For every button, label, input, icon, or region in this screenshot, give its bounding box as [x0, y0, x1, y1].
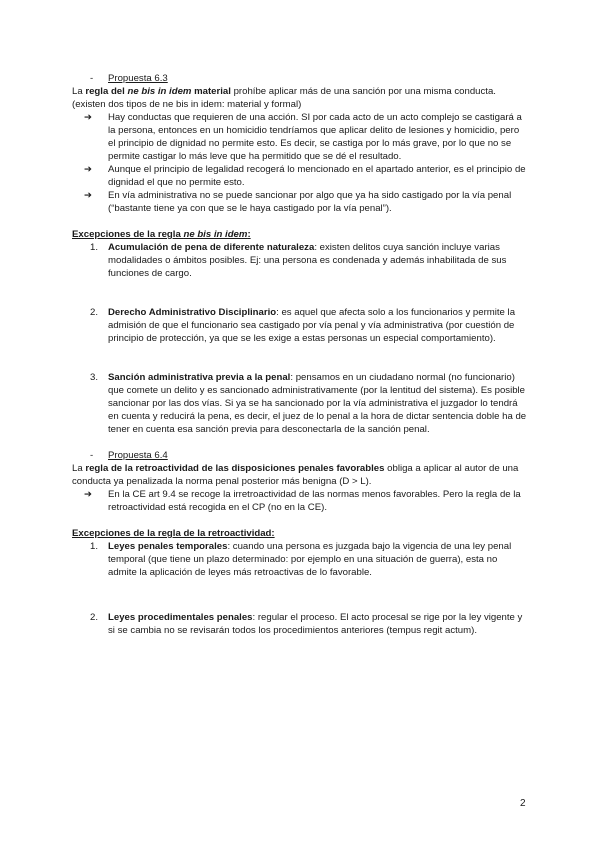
dash-marker: -	[90, 450, 94, 461]
section-heading-excepciones-retroactividad: Excepciones de la regla de la retroactividad:	[72, 528, 275, 539]
intro-paragraph-ne-bis-in-idem: La regla del ne bis in idem material prohíbe aplicar más de una sanción por una misma conducta.	[72, 86, 496, 97]
dash-marker: -	[90, 73, 94, 84]
numbered-list	[72, 540, 528, 637]
section-heading-propuesta-6-4	[72, 449, 528, 462]
arrow-icon: ➔	[84, 489, 93, 500]
arrow-icon: ➔	[84, 112, 93, 123]
intro-paragraph-retroactividad: La regla de la retroactividad de las disposiciones penales favorables obliga a aplicar al autor de una conducta ya penalizada la norma penal posterior más benigna (D > L).	[72, 463, 519, 487]
arrow-list	[72, 488, 528, 514]
arrow-icon: ➔	[84, 190, 93, 201]
arrow-icon: ➔	[84, 164, 93, 175]
arrow-list	[72, 111, 528, 215]
document-page	[72, 72, 528, 637]
list-item: 3. Sanción administrativa previa a la penal: pensamos en un ciudadano normal (no funcionario) que comete un delito y es sancionado administrativamente (por la lentitud del sistema). Es posible sancionar por las dos vías. Si ya se ha sancionado por la vía administrativa el juzgador lo tendrá en cuenta y reducirá la pena, es decir, el juez de lo penal a la hora de dictar sentencia doble ha de tener en cuenta esa sanción previa para desconectarla de la sanción penal.	[90, 372, 527, 435]
arrow-item: ➔ En vía administrativa no se puede sancionar por algo que ya ha sido castigado por la vía penal (“bastante tiene ya con que se le haya castigado por la vía penal”).	[84, 190, 512, 214]
list-item: 1. Acumulación de pena de diferente naturaleza: existen delitos cuya sanción incluye varias modalidades o ámbitos posibles. Ej: una persona es condenada y además inhabilitada de sus funciones de cargo.	[90, 242, 507, 279]
list-item: 2. Derecho Administrativo Disciplinario: es aquel que afecta solo a los funcionarios y permite la admisión de que el funcionario sea castigado por vía penal y vía administrativa (por cuestión de principio de protección, ya que se les exige a estas personas un especial comportamiento).	[90, 307, 516, 344]
arrow-item: ➔ Aunque el principio de legalidad recogerá lo mencionado en el apartado anterior, es el principio de dignidad el que no permite esto.	[84, 164, 526, 188]
numbered-list	[72, 241, 528, 436]
section-heading-excepciones-ne-bis: Excepciones de la regla ne bis in idem:	[72, 229, 251, 240]
section-heading-propuesta-6-3	[72, 72, 528, 85]
heading-text: Propuesta 6.4	[108, 450, 168, 461]
page-number: 2	[520, 798, 526, 809]
arrow-item: ➔ En la CE art 9.4 se recoge la irretroactividad de las normas menos favorables. Pero la regla de la retroactividad está recogida en el CP (no en la CE).	[84, 489, 521, 513]
list-item: 1. Leyes penales temporales: cuando una persona es juzgada bajo la vigencia de una ley penal temporal (que tiene un plazo determinado: por ejemplo en una situación de guerra), esta no admite la aplicación de leyes más retroactivas de lo favorable.	[90, 541, 512, 578]
arrow-item: ➔ Hay conductas que requieren de una acción. SI por cada acto de un acto complejo se castigará a la persona, entonces en un homicidio tendríamos que aplicar delito de lesiones y homicidio, pero el principio de dignidad no permite esto. Es decir, se castiga por lo más grave, por lo que no se permite castigar lo más leve que ha permitido que se dé el resultado.	[84, 112, 522, 162]
heading-text: Propuesta 6.3	[108, 73, 168, 84]
note-paragraph: (existen dos tipos de ne bis in idem: material y formal)	[72, 99, 302, 110]
list-item: 2. Leyes procedimentales penales: regular el proceso. El acto procesal se rige por la ley vigente y si se cambia no se revisarán todos los procedimientos anteriores (tempus regit actum).	[90, 612, 523, 636]
